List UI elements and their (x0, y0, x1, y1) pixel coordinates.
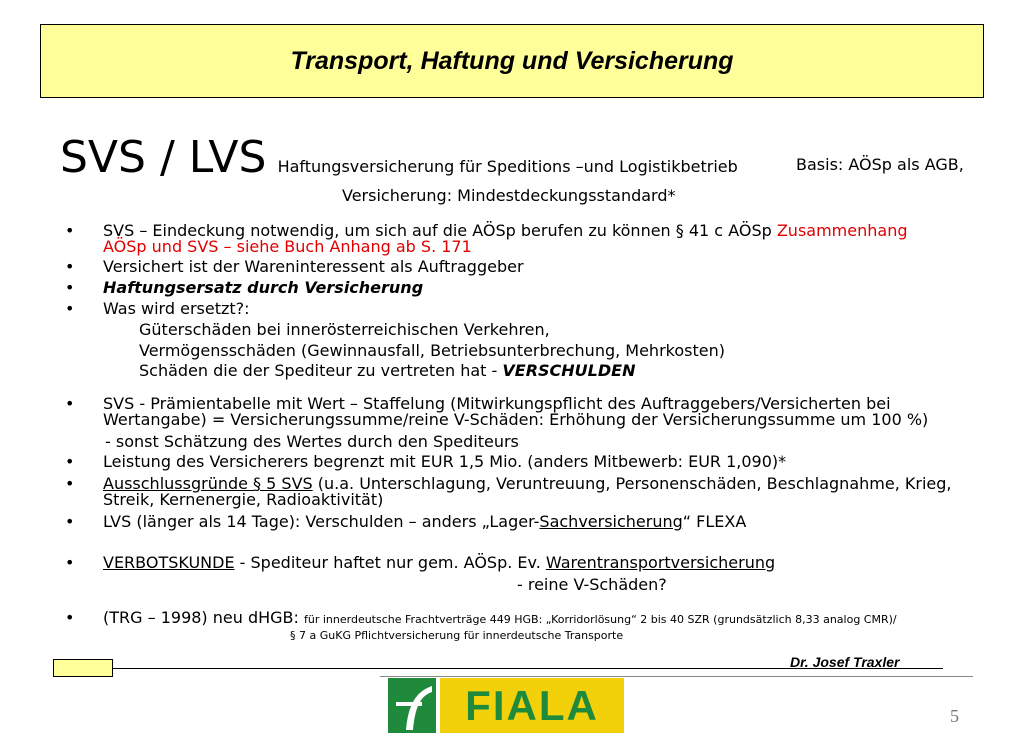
bullet-4-item-3 (139, 363, 635, 379)
heading (60, 132, 738, 183)
bullet-9-cont: - reine V-Schäden? (517, 575, 667, 594)
heading-main: SVS / LVS (60, 132, 267, 183)
bullet-10 (103, 610, 953, 628)
bullet-7-text: (u.a. Unterschlagung, Veruntreuung, Personenschäden, Beschlagnahme, Krieg, Streik, Kernenergie, Radioaktivität) (103, 474, 952, 509)
bullet-2-text: Versichert ist der Wareninteressent als Auftraggeber (103, 257, 524, 276)
bullet-5 (103, 396, 953, 428)
bullet-5-cont: - sonst Schätzung des Wertes durch den Spediteurs (105, 432, 519, 451)
bullet-7 (103, 476, 953, 508)
logo-mark-icon (388, 678, 436, 733)
footer-box (53, 659, 113, 677)
bullet-4-item-1: Güterschäden bei innerösterreichischen Verkehren, (139, 320, 550, 339)
slide-title: Transport, Haftung und Versicherung (290, 46, 734, 75)
bullet-4-text: Was wird ersetzt?: (103, 299, 250, 318)
bullet-10-cont: § 7 a GuKG Pflichtversicherung für innerdeutsche Transporte (290, 629, 624, 642)
bullet-10-text: (TRG – 1998) neu dHGB: (103, 608, 304, 627)
bullet-5-text: SVS - Prämientabelle mit Wert – Staffelung (Mitwirkungspflicht des Auftraggebers/Versicherten bei Wertangabe) = Versicherungssumme/reine V-Schäden: Erhöhung der Versicherungssumme um 100 %) (103, 394, 929, 429)
bullet-6 (103, 454, 953, 470)
heading-sub: Haftungsversicherung für Speditions –und Logistikbetrieb (277, 157, 738, 176)
bullet-1-text: SVS – Eindeckung notwendig, um sich auf die AÖSp berufen zu können § 41 c AÖSp (103, 221, 777, 240)
title-box (40, 24, 984, 98)
bullet-4 (103, 301, 953, 317)
logo-word: FIALA (440, 678, 624, 733)
footer-separator-2 (380, 676, 973, 677)
heading-basis: Basis: AÖSp als AGB, (796, 155, 964, 174)
bullet-10-small: für innerdeutsche Frachtverträge 449 HGB: „Korridorlösung“ 2 bis 40 SZR (grundsätzlich 8,33 analog CMR)/ (304, 613, 897, 626)
bullet-4-item-3-text: Schäden die der Spediteur zu vertreten hat - (139, 361, 503, 380)
page-number: 5 (950, 706, 959, 726)
bullet-9-underlined-1: VERBOTSKUNDE (103, 553, 235, 572)
bullet-3-text: Haftungsersatz durch Versicherung (103, 278, 424, 297)
bullet-1-red: Zusammenhang AÖSp und SVS – siehe Buch Anhang ab S. 171 (103, 221, 908, 256)
bullet-4-item-2: Vermögensschäden (Gewinnausfall, Betriebsunterbrechung, Mehrkosten) (139, 341, 725, 360)
bullet-7-underlined: Ausschlussgründe § 5 SVS (103, 474, 313, 493)
bullet-3 (103, 280, 953, 296)
bullet-1 (103, 223, 953, 255)
bullet-8-a: LVS (länger als 14 Tage): Verschulden – anders „Lager- (103, 512, 540, 531)
fiala-logo (388, 678, 624, 733)
bullet-8-b: “ FLEXA (682, 512, 747, 531)
bullet-4-item-3-bold: VERSCHULDEN (502, 361, 636, 380)
bullet-2 (103, 259, 953, 275)
heading-line2: Versicherung: Mindestdeckungsstandard* (342, 186, 676, 205)
bullet-8 (103, 514, 953, 530)
bullet-8-underlined: Sachversicherung (539, 512, 683, 531)
bullet-9-text: - Spediteur haftet nur gem. AÖSp. Ev. (234, 553, 546, 572)
author: Dr. Josef Traxler (790, 654, 900, 670)
bullet-9 (103, 555, 953, 571)
bullet-9-underlined-2: Warentransportversicherung (545, 553, 776, 572)
bullet-6-text: Leistung des Versicherers begrenzt mit EUR 1,5 Mio. (anders Mitbewerb: EUR 1,090)* (103, 452, 787, 471)
